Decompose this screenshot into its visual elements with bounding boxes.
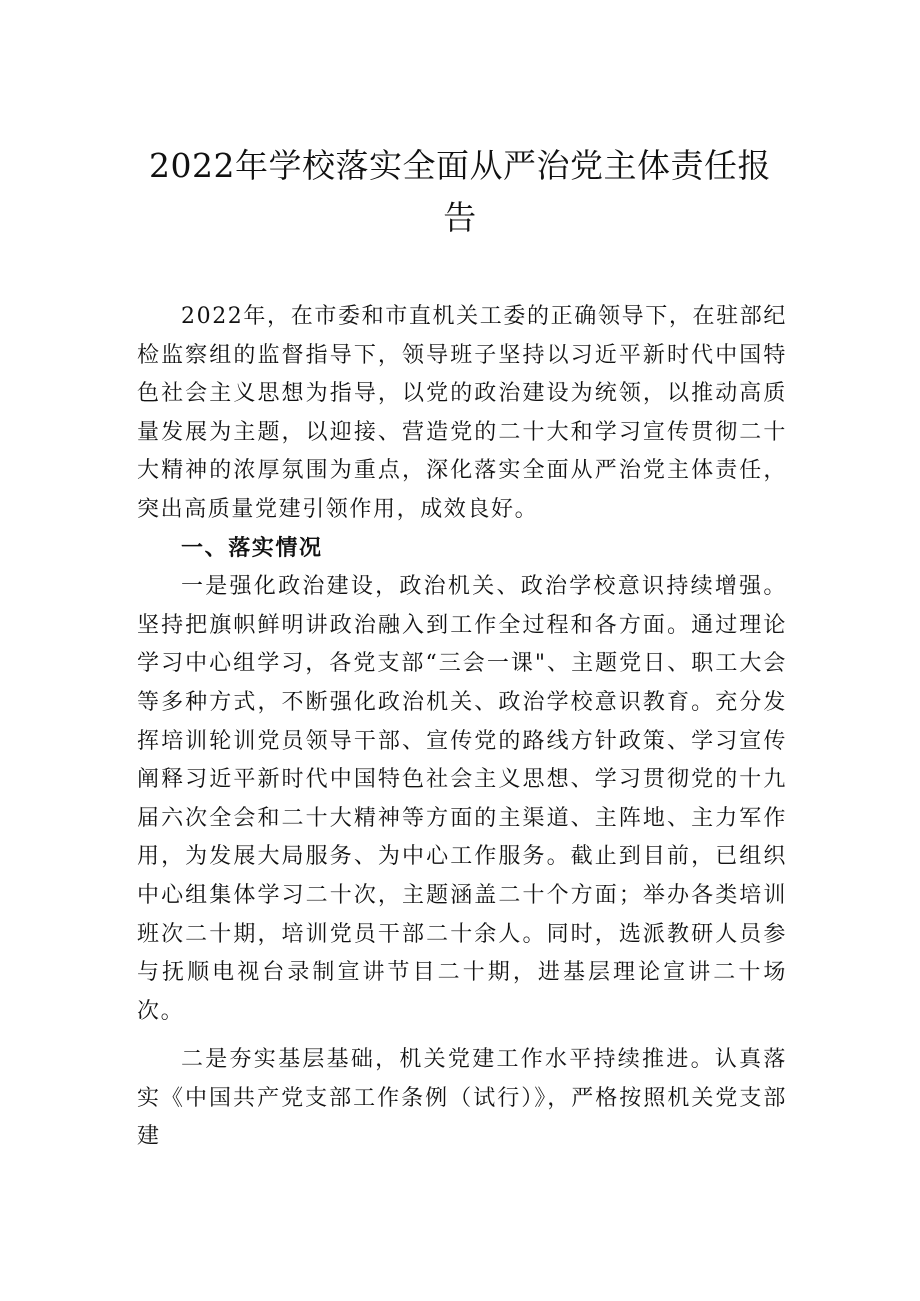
- intro-paragraph: 2022年，在市委和市直机关工委的正确领导下，在驻部纪检监察组的监督指导下，领导班子坚持以习近平新时代中国特色社会主义思想为指导，以党的政治建设为统领，以推动高质量发展为主题，以迎接、营造党的二十大和学习宣传贯彻二十大精神的浓厚氛围为重点，深化落实全面从严治党主体责任，突出高质量党建引领作用，成效良好。: [137, 304, 787, 522]
- body-paragraph-2: 二是夯实基层基础，机关党建工作水平持续推进。认真落实《中国共产党支部工作条例（试行）》，严格按照机关党支部建: [137, 1047, 787, 1150]
- document-body: [137, 298, 787, 1157]
- body-paragraph-1: 一是强化政治建设，政治机关、政治学校意识持续增强。坚持把旗帜鲜明讲政治融入到工作全过程和各方面。通过理论学习中心组学习，各党支部“三会一课"、主题党日、职工大会等多种方式，不断强化政治机关、政治学校意识教育。充分发挥培训轮训党员领导干部、宣传党的路线方针政策、学习宣传阐释习近平新时代中国特色社会主义思想、学习贯彻党的十九届六次全会和二十大精神等方面的主渠道、主阵地、主力军作用，为发展大局服务、为中心工作服务。截止到目前，已组织中心组集体学习二十次，主题涵盖二十个方面；举办各类培训班次二十期，培训党员干部二十余人。同时，选派教研人员参与抚顺电视台录制宣讲节目二十期，进基层理论宣讲二十场次。: [137, 574, 787, 1024]
- section-heading: 一、落实情况: [181, 535, 323, 561]
- document-title: 2022年学校落实全面从严治党主体责任报告: [149, 146, 771, 237]
